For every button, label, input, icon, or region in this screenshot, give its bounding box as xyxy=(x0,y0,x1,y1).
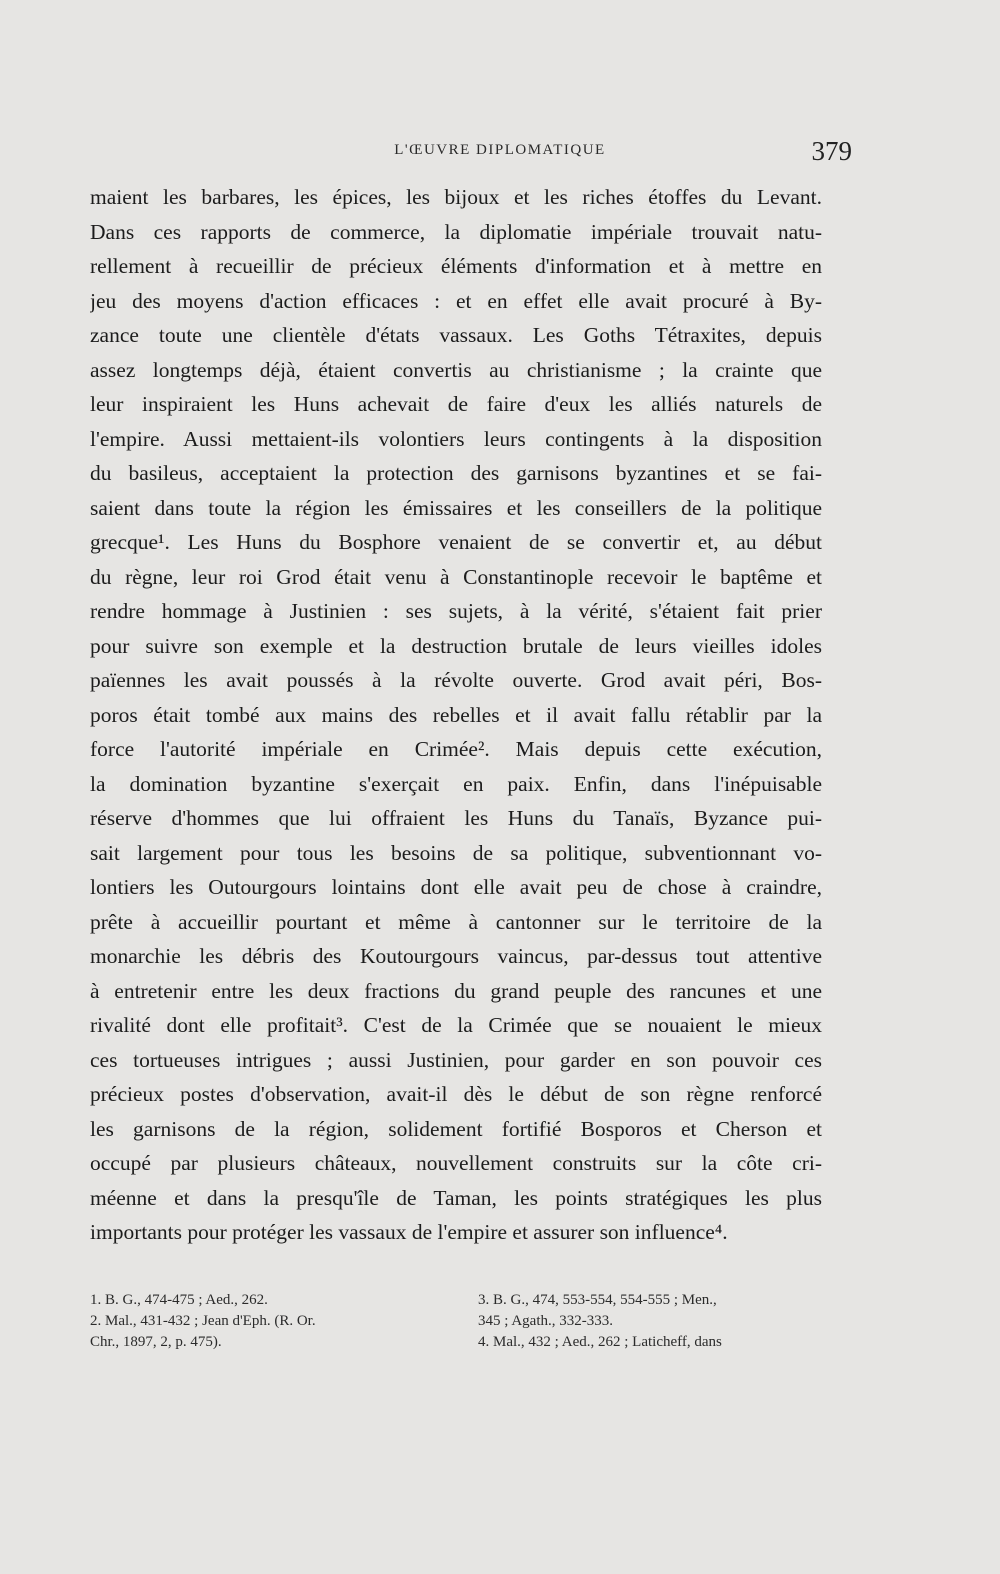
text-line: du basileus, acceptaient la protection des garnisons byzantines et se fai- xyxy=(90,461,822,485)
page-number: 379 xyxy=(811,136,852,166)
text-line: sait largement pour tous les besoins de sa politique, subventionnant vo- xyxy=(90,840,822,865)
text-line: force l'autorité impériale en Crimée². Mais depuis cette exécution, xyxy=(90,737,822,761)
running-title: L'ŒUVRE DIPLOMATIQUE xyxy=(394,142,606,158)
footnote-line: 4. Mal., 432 ; Aed., 262 ; Laticheff, dans xyxy=(478,1334,722,1350)
text-line: les garnisons de la région, solidement fortifié Bosporos et Cherson et xyxy=(90,1116,822,1141)
text-line: zance toute une clientèle d'états vassaux. Les Goths Tétraxites, depuis xyxy=(90,323,822,347)
text-line: précieux postes d'observation, avait-il dès le début de son règne renforcé xyxy=(90,1082,822,1106)
text-line: occupé par plusieurs châteaux, nouvellement construits sur la côte cri- xyxy=(90,1151,822,1175)
text-line: assez longtemps déjà, étaient convertis au christianisme ; la crainte que xyxy=(90,357,822,382)
text-line: poros était tombé aux mains des rebelles et il avait fallu rétablir par la xyxy=(90,702,822,727)
footnotes-right-column xyxy=(478,1290,824,1353)
text-line: jeu des moyens d'action efficaces : et en effet elle avait procuré à By- xyxy=(90,288,822,313)
text-line: prête à accueillir pourtant et même à cantonner sur le territoire de la xyxy=(90,909,822,934)
text-line: ces tortueuses intrigues ; aussi Justinien, pour garder en son pouvoir ces xyxy=(90,1047,822,1072)
footnote-line: 3. B. G., 474, 553-554, 554-555 ; Men., xyxy=(478,1292,717,1308)
footnote-line: 1. B. G., 474-475 ; Aed., 262. xyxy=(90,1292,268,1308)
text-line: à entretenir entre les deux fractions du grand peuple des rancunes et une xyxy=(90,978,822,1003)
text-line: rendre hommage à Justinien : ses sujets, à la vérité, s'étaient fait prier xyxy=(90,599,822,623)
text-line: méenne et dans la presqu'île de Taman, les points stratégiques les plus xyxy=(90,1185,822,1210)
text-line: païennes les avait poussés à la révolte ouverte. Grod avait péri, Bos- xyxy=(90,668,822,692)
footnote-line: 345 ; Agath., 332-333. xyxy=(478,1313,613,1329)
text-line: importants pour protéger les vassaux de l'empire et assurer son influence⁴. xyxy=(90,1220,728,1244)
text-line: maient les barbares, les épices, les bijoux et les riches étoffes du Levant. xyxy=(90,185,822,209)
text-line: rellement à recueillir de précieux éléments d'information et à mettre en xyxy=(90,254,822,278)
text-line: monarchie les débris des Koutourgours vaincus, par-dessus tout attentive xyxy=(90,944,822,968)
text-line: réserve d'hommes que lui offraient les Huns du Tanaïs, Byzance pui- xyxy=(90,806,822,830)
text-line: lontiers les Outourgours lointains dont elle avait peu de chose à craindre, xyxy=(90,875,822,899)
text-line: pour suivre son exemple et la destruction brutale de leurs vieilles idoles xyxy=(90,633,822,658)
text-line: la domination byzantine s'exerçait en paix. Enfin, dans l'inépuisable xyxy=(90,771,822,796)
body-text xyxy=(90,180,822,1250)
text-line: saient dans toute la région les émissaires et les conseillers de la politique xyxy=(90,495,822,520)
footnotes-left-column xyxy=(90,1290,450,1353)
text-line: Dans ces rapports de commerce, la diplomatie impériale trouvait natu- xyxy=(90,219,822,244)
footnote-line: 2. Mal., 431-432 ; Jean d'Eph. (R. Or. xyxy=(90,1313,316,1329)
text-line: leur inspiraient les Huns achevait de faire d'eux les alliés naturels de xyxy=(90,392,822,416)
text-line: grecque¹. Les Huns du Bosphore venaient de se convertir et, au début xyxy=(90,530,822,554)
text-line: l'empire. Aussi mettaient-ils volontiers leurs contingents à la disposition xyxy=(90,426,822,451)
footnote-line: Chr., 1897, 2, p. 475). xyxy=(90,1334,222,1350)
text-line: rivalité dont elle profitait³. C'est de la Crimée que se nouaient le mieux xyxy=(90,1013,822,1037)
text-line: du règne, leur roi Grod était venu à Constantinople recevoir le baptême et xyxy=(90,564,822,589)
